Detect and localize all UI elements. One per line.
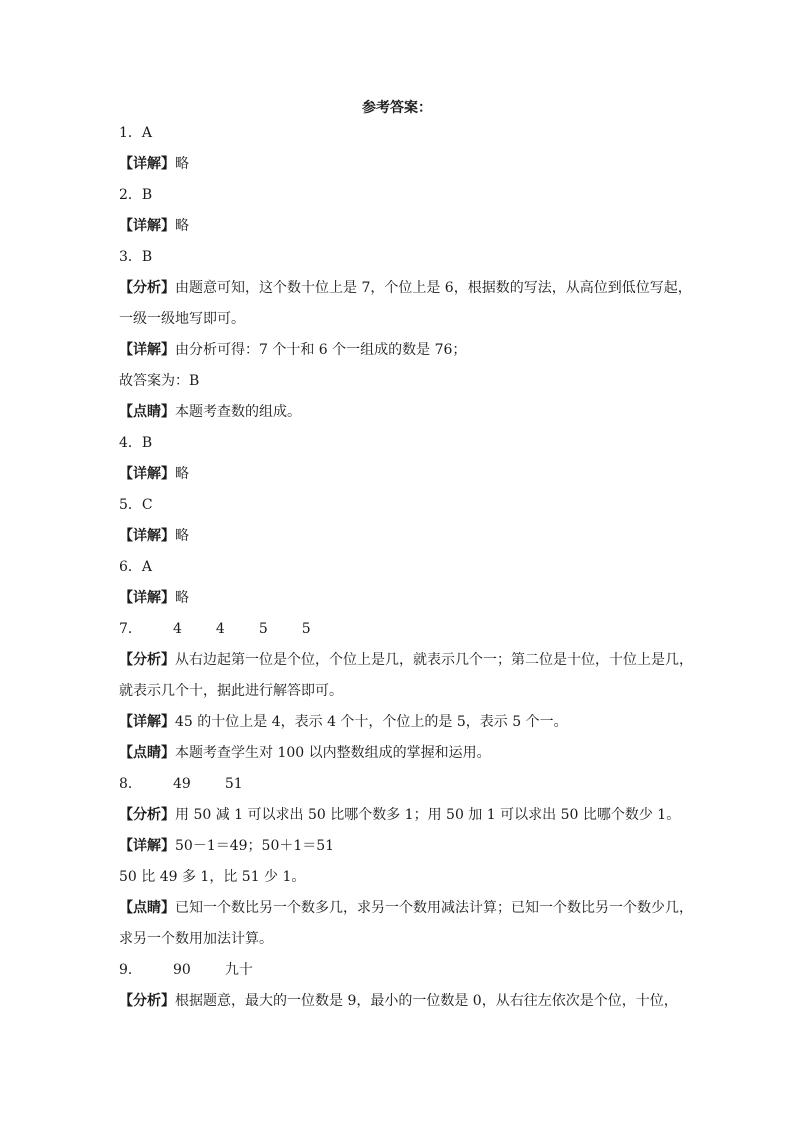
answer-4: 4．B	[119, 435, 153, 451]
detail-text: 由分析可得：7 个十和 6 个一组成的数是 76；	[175, 342, 467, 358]
comment-text: 已知一个数比另一个数多几，求另一个数用减法计算；已知一个数比另一个数少几，	[175, 900, 693, 916]
answer-value: 5	[258, 621, 268, 637]
answer-3-detail	[119, 338, 679, 369]
answer-8-conclusion: 50 比 49 多 1，比 51 少 1。	[119, 869, 306, 885]
comment-tag: 【点睛】	[119, 900, 175, 916]
detail-tag: 【详解】	[119, 838, 175, 854]
answer-6: 6．A	[119, 559, 153, 575]
detail-text: 略	[175, 528, 189, 544]
answer-2-detail	[119, 214, 679, 245]
analysis-tag: 【分析】	[119, 993, 175, 1009]
analysis-tag: 【分析】	[119, 652, 175, 668]
answer-6-detail	[119, 586, 679, 617]
answer-value: 49	[173, 776, 191, 792]
answer-8-analysis	[119, 803, 679, 834]
page-title: 参考答案：	[362, 100, 432, 116]
detail-tag: 【详解】	[119, 342, 175, 358]
answer-3-conclusion: 故答案为：B	[119, 373, 200, 389]
answer-7-analysis-cont: 就表示几个十，据此进行解答即可。	[119, 683, 343, 699]
analysis-text: 用 50 减 1 可以求出 50 比哪个数多 1；用 50 加 1 可以求出 50 比哪个数少 1。	[175, 807, 681, 823]
answer-7-analysis	[119, 648, 693, 679]
question-number: 7．	[119, 621, 142, 637]
answer-9	[119, 958, 679, 989]
answer-1-detail	[119, 152, 679, 183]
answer-7-comment	[119, 741, 679, 772]
answer-9-analysis	[119, 989, 679, 1020]
comment-tag: 【点睛】	[119, 404, 175, 420]
answer-5: 5．C	[119, 497, 153, 513]
answer-value: 4	[215, 621, 225, 637]
detail-text: 略	[175, 466, 189, 482]
comment-tag: 【点睛】	[119, 745, 175, 761]
question-number: 8．	[119, 776, 142, 792]
answer-8-comment	[119, 896, 693, 927]
analysis-text: 从右边起第一位是个位，个位上是几，就表示几个一；第二位是十位，十位上是几，	[175, 652, 693, 668]
answer-1: 1．A	[119, 125, 153, 141]
answer-7	[119, 617, 679, 648]
detail-text: 略	[175, 156, 189, 172]
detail-text: 略	[175, 590, 189, 606]
answer-3: 3．B	[119, 249, 153, 265]
detail-tag: 【详解】	[119, 466, 175, 482]
answer-5-detail	[119, 524, 679, 555]
detail-text: 略	[175, 218, 189, 234]
detail-tag: 【详解】	[119, 156, 175, 172]
comment-text: 本题考查学生对 100 以内整数组成的掌握和运用。	[175, 745, 491, 761]
answer-list	[119, 121, 693, 1020]
answer-2: 2．B	[119, 187, 153, 203]
answer-value: 九十	[224, 962, 253, 978]
analysis-tag: 【分析】	[119, 280, 175, 296]
answer-8-detail	[119, 834, 679, 865]
detail-text: 45 的十位上是 4，表示 4 个十，个位上的是 5，表示 5 个一。	[175, 714, 568, 730]
answer-value: 4	[173, 621, 182, 637]
answer-value: 90	[173, 962, 191, 978]
answer-4-detail	[119, 462, 679, 493]
answer-8	[119, 772, 679, 803]
analysis-tag: 【分析】	[119, 807, 175, 823]
answer-7-detail	[119, 710, 679, 741]
detail-tag: 【详解】	[119, 590, 175, 606]
question-number: 9．	[119, 962, 142, 978]
detail-text: 50－1＝49；50＋1＝51	[175, 838, 335, 854]
answer-3-comment	[119, 400, 679, 431]
answer-3-analysis	[119, 276, 692, 307]
detail-tag: 【详解】	[119, 218, 175, 234]
answer-3-analysis-cont: 一级一级地写即可。	[119, 311, 245, 327]
answer-value: 5	[301, 621, 311, 637]
answer-value: 51	[224, 776, 243, 792]
analysis-text: 根据题意，最大的一位数是 9，最小的一位数是 0，从右往左依次是个位，十位，	[175, 993, 678, 1009]
detail-tag: 【详解】	[119, 528, 175, 544]
answer-8-comment-cont: 求另一个数用加法计算。	[119, 931, 273, 947]
detail-tag: 【详解】	[119, 714, 175, 730]
comment-text: 本题考查数的组成。	[175, 404, 301, 420]
analysis-text: 由题意可知，这个数十位上是 7，个位上是 6，根据数的写法，从高位到低位写起，	[175, 280, 692, 296]
